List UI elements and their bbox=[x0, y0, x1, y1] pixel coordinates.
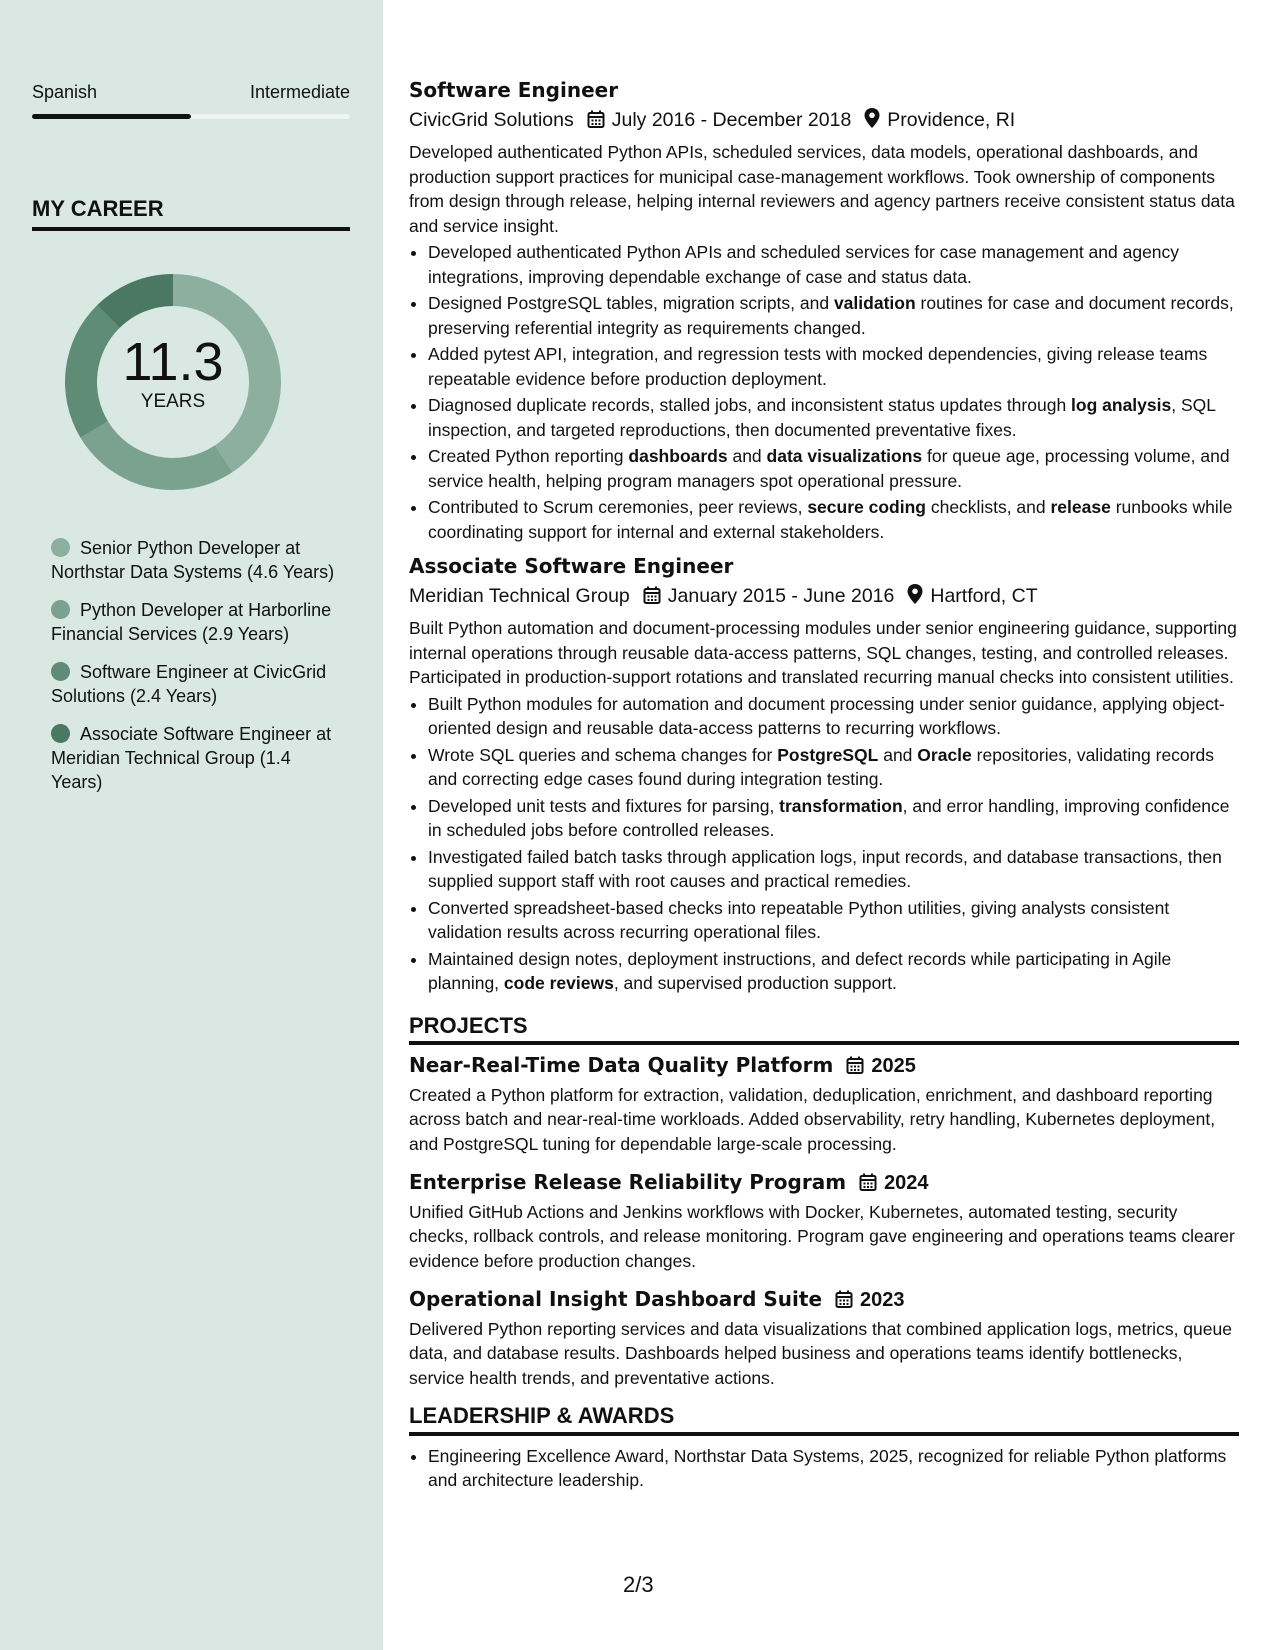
career-list bbox=[51, 536, 336, 808]
career-list-item bbox=[51, 722, 336, 794]
projects-heading: PROJECTS bbox=[409, 1014, 1239, 1046]
bullet-text: Developed authenticated Python APIs and scheduled services for case management and agency integrations, improving dependable exchange of case and status data. bbox=[428, 242, 1180, 287]
career-donut-segment bbox=[80, 421, 232, 490]
project-name: Enterprise Release Reliability Program bbox=[409, 1170, 847, 1194]
job-company: Meridian Technical Group bbox=[409, 584, 630, 607]
job-bullets bbox=[409, 240, 1239, 544]
award-item: • Engineering Excellence Award, Northstar Data Systems, 2025, recognized for reliable Python platforms and architecture leadership. bbox=[428, 1444, 1239, 1493]
awards-list bbox=[409, 1444, 1239, 1493]
career-years-donut bbox=[65, 274, 281, 490]
total-years-unit: YEARS bbox=[140, 391, 206, 412]
bullet-text: and bbox=[878, 744, 918, 765]
bullet-text: Developed unit tests and fixtures for parsing, bbox=[428, 795, 780, 816]
job-bullet bbox=[428, 896, 1239, 945]
bullet-text: Built Python modules for automation and document processing under senior guidance, applying object-oriented design and reusable data-access patterns to recurring workflows. bbox=[428, 693, 1225, 738]
job-location: Providence, RI bbox=[887, 108, 1016, 131]
calendar-icon bbox=[586, 109, 606, 129]
career-dot bbox=[51, 600, 70, 619]
bullet-text: and bbox=[727, 446, 767, 466]
language-row bbox=[32, 82, 350, 103]
page-number: 2/3 bbox=[623, 1572, 654, 1597]
job-bullet bbox=[428, 393, 1239, 442]
bullet-keyword: log analysis bbox=[1071, 395, 1172, 415]
bullet-keyword: data visualizations bbox=[766, 446, 923, 466]
career-dot bbox=[51, 538, 70, 557]
bullet-keyword: secure coding bbox=[807, 497, 926, 517]
awards-heading: LEADERSHIP & AWARDS bbox=[409, 1404, 1239, 1436]
job-summary: Built Python automation and document-processing modules under senior engineering guidance, supporting internal operations through reusable data-access patterns, SQL changes, testing, and controlled releases. Participated in production-support rotations and translated recurring manual checks into consistent utilities. bbox=[409, 618, 1237, 687]
job-meta bbox=[409, 107, 1239, 133]
career-heading: MY CAREER bbox=[32, 196, 350, 231]
map-pin-icon bbox=[863, 107, 881, 129]
job-bullet bbox=[428, 692, 1239, 741]
project-year: 2024 bbox=[884, 1172, 929, 1194]
bullet-keyword: release bbox=[1050, 497, 1111, 517]
job-dates: January 2015 - June 2016 bbox=[667, 584, 895, 607]
job-location: Hartford, CT bbox=[930, 584, 1038, 607]
career-item-text: Associate Software Engineer at Meridian Technical Group (1.4 Years) bbox=[51, 724, 332, 792]
bullet-text: Created Python reporting bbox=[428, 446, 629, 466]
career-donut-segment bbox=[65, 305, 120, 438]
job-bullet bbox=[428, 794, 1239, 843]
job-bullet bbox=[428, 240, 1239, 289]
job-bullet bbox=[428, 444, 1239, 493]
calendar-icon bbox=[642, 585, 662, 605]
bullet-keyword: transformation bbox=[779, 795, 903, 816]
job-summary: Developed authenticated Python APIs, scheduled services, data models, operational dashboards, and production support practices for municipal case-management workflows. Took ownership of components from design through release, helping internal reviewers and agency partners receive consistent status data and service insight. bbox=[409, 142, 1235, 236]
bullet-text: repositories, validating records and correcting edge cases found during integration testing. bbox=[428, 744, 1214, 789]
job-bullet bbox=[428, 845, 1239, 894]
project-description: Delivered Python reporting services and data visualizations that combined application logs, metrics, queue data, and database results. Dashboards helped business and operations teams identify bottlenecks, service health trends, and preventative actions. bbox=[409, 1318, 1232, 1388]
job-bullet bbox=[428, 743, 1239, 792]
total-years-value: 11.3 bbox=[122, 332, 224, 392]
project-title bbox=[409, 1287, 1239, 1313]
project-year: 2023 bbox=[860, 1289, 905, 1311]
job-company: CivicGrid Solutions bbox=[409, 108, 574, 131]
calendar-icon bbox=[858, 1172, 878, 1192]
job-title: Software Engineer bbox=[409, 78, 619, 102]
job-meta bbox=[409, 583, 1239, 609]
project-name: Operational Insight Dashboard Suite bbox=[409, 1287, 823, 1311]
career-item-text: Software Engineer at CivicGrid Solutions (2.4 Years) bbox=[51, 662, 327, 706]
project-title bbox=[409, 1053, 1239, 1079]
bullet-text: Added pytest API, integration, and regression tests with mocked dependencies, giving release teams repeatable evidence before production deployment. bbox=[428, 344, 1208, 389]
calendar-icon bbox=[845, 1055, 865, 1075]
career-item-text: Python Developer at Harborline Financial Services (2.9 Years) bbox=[51, 600, 332, 644]
bullet-keyword: code reviews bbox=[503, 973, 614, 993]
bullet-text: , and supervised production support. bbox=[613, 973, 897, 993]
project-name: Near-Real-Time Data Quality Platform bbox=[409, 1053, 834, 1077]
bullet-text: , SQL inspection, and targeted reproductions, then documented preventative fixes. bbox=[428, 395, 1216, 440]
career-list-item bbox=[51, 536, 336, 584]
bullet-text: Contributed to Scrum ceremonies, peer reviews, bbox=[428, 497, 808, 517]
job-bullet bbox=[428, 947, 1239, 996]
job-dates: July 2016 - December 2018 bbox=[611, 108, 852, 131]
experience-section bbox=[409, 78, 1239, 996]
project-description: Unified GitHub Actions and Jenkins workflows with Docker, Kubernetes, automated testing, security checks, rollback controls, and release monitoring. Program gave engineering and operations teams clearer evidence before production changes. bbox=[409, 1201, 1235, 1271]
career-dot bbox=[51, 662, 70, 681]
job-bullet bbox=[428, 495, 1239, 544]
job-bullet bbox=[428, 291, 1239, 340]
bullet-keyword: dashboards bbox=[628, 446, 728, 466]
job-bullets bbox=[409, 692, 1239, 996]
career-list-item bbox=[51, 598, 336, 646]
bullet-text: Converted spreadsheet-based checks into repeatable Python utilities, giving analysts consistent validation results across recurring operational files. bbox=[428, 897, 1170, 942]
language-name: Spanish bbox=[32, 82, 98, 102]
bullet-text: Investigated failed batch tasks through application logs, input records, and database transactions, then supplied support staff with root causes and practical remedies. bbox=[428, 846, 1222, 891]
bullet-text: for queue age, processing volume, and service health, helping program managers spot operational pressure. bbox=[428, 446, 1230, 491]
bullet-text: checklists, and bbox=[925, 497, 1051, 517]
language-level: Intermediate bbox=[249, 82, 350, 102]
sidebar bbox=[0, 0, 383, 1650]
bullet-text: , and error handling, improving confidence in scheduled jobs before controlled releases. bbox=[428, 795, 1230, 840]
bullet-keyword: Oracle bbox=[917, 744, 972, 765]
job-title: Associate Software Engineer bbox=[409, 554, 734, 578]
bullet-text: runbooks while coordinating support for internal and external stakeholders. bbox=[428, 497, 1233, 542]
language-proficiency-fill bbox=[32, 114, 191, 119]
map-pin-icon bbox=[906, 583, 924, 605]
bullet-text: routines for case and document records, preserving referential integrity as requirements changed. bbox=[428, 293, 1234, 338]
bullet-text: Diagnosed duplicate records, stalled jobs, and inconsistent status updates through bbox=[428, 395, 1072, 415]
bullet-text: Wrote SQL queries and schema changes for bbox=[428, 744, 778, 765]
bullet-text: Maintained design notes, deployment instructions, and defect records while participating in Agile planning, bbox=[428, 948, 1172, 993]
career-dot bbox=[51, 724, 70, 743]
main-content bbox=[409, 78, 1239, 1503]
calendar-icon bbox=[834, 1289, 854, 1309]
career-item-text: Senior Python Developer at Northstar Data Systems (4.6 Years) bbox=[51, 538, 335, 582]
projects-section bbox=[409, 1053, 1239, 1390]
bullet-keyword: validation bbox=[833, 293, 916, 313]
job-bullet bbox=[428, 342, 1239, 391]
project-year: 2025 bbox=[871, 1055, 916, 1077]
bullet-text: Designed PostgreSQL tables, migration scripts, and bbox=[428, 293, 834, 313]
bullet-keyword: PostgreSQL bbox=[777, 744, 879, 765]
project-description: Created a Python platform for extraction, validation, deduplication, enrichment, and dashboard reporting across batch and near-real-time workloads. Added observability, retry handling, Kubernetes deployment, and PostgreSQL tuning for dependable large-scale processing. bbox=[409, 1084, 1216, 1154]
language-proficiency-bar bbox=[32, 114, 350, 119]
career-list-item bbox=[51, 660, 336, 708]
project-title bbox=[409, 1170, 1239, 1196]
